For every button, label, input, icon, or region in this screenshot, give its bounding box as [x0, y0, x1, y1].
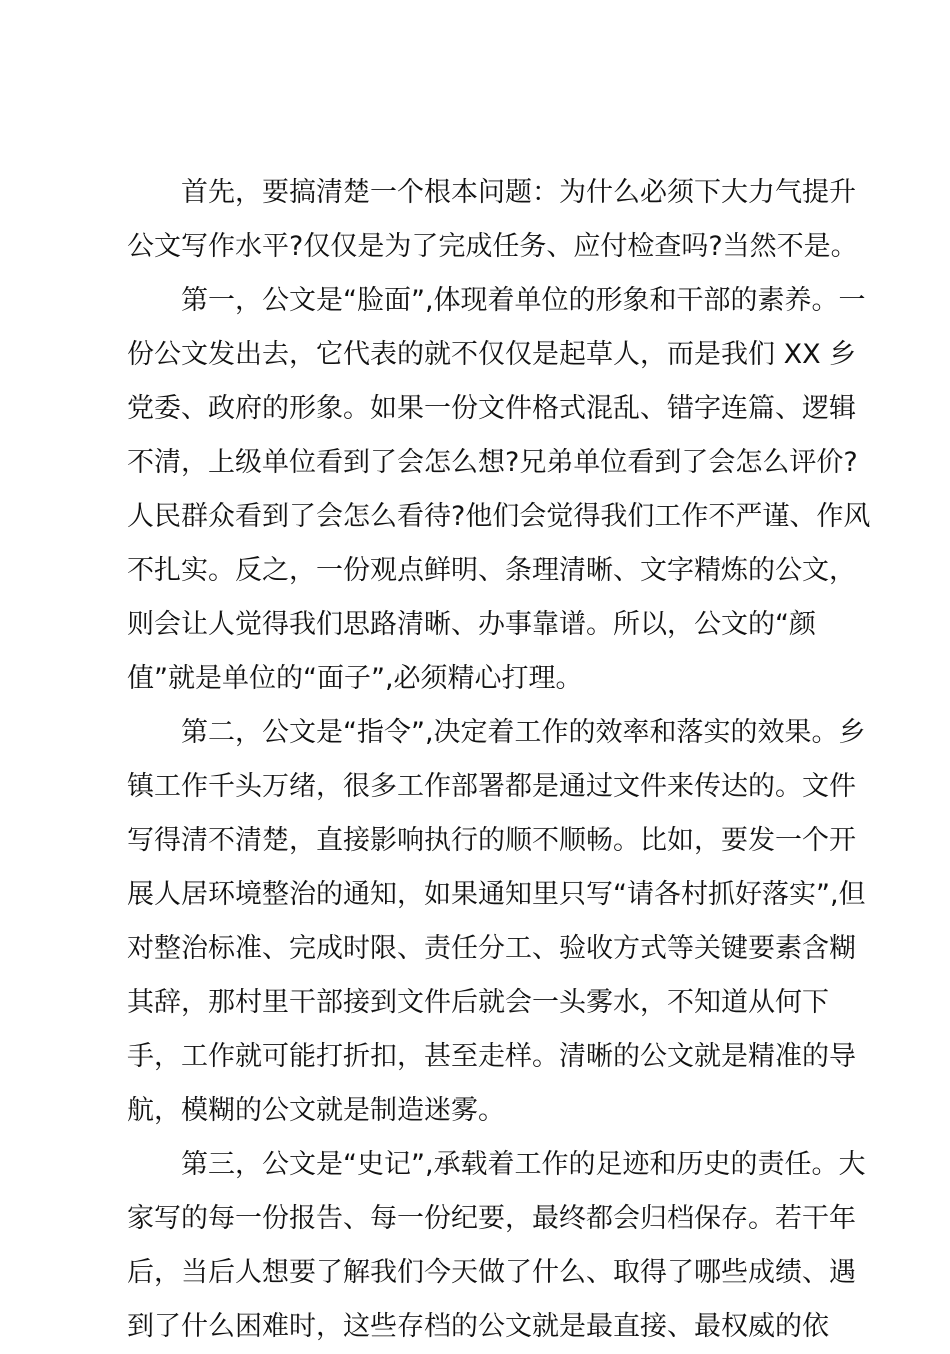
document-body	[127, 166, 871, 1354]
paragraph-line: 手，工作就可能打折扣，甚至走样。清晰的公文就是精准的导	[127, 1041, 856, 1072]
paragraph-line: 写得清不清楚，直接影响执行的顺不顺畅。比如，要发一个开	[127, 825, 856, 856]
paragraph-line: 值”就是单位的“面子”,必须精心打理。	[127, 663, 583, 694]
paragraph-line: 党委、政府的形象。如果一份文件格式混乱、错字连篇、逻辑	[127, 393, 856, 424]
paragraph-line: 镇工作千头万绪，很多工作部署都是通过文件来传达的。文件	[127, 771, 856, 802]
paragraph-line: 第三，公文是“史记”,承载着工作的足迹和历史的责任。大	[181, 1149, 866, 1180]
paragraph-line: 则会让人觉得我们思路清晰、办事靠谱。所以，公文的“颜	[127, 609, 816, 640]
paragraph-line: 不扎实。反之，一份观点鲜明、条理清晰、文字精炼的公文，	[127, 555, 856, 586]
paragraph-line: 首先，要搞清楚一个根本问题：为什么必须下大力气提升	[181, 177, 856, 208]
paragraph-line: 家写的每一份报告、每一份纪要，最终都会归档保存。若干年	[127, 1203, 856, 1234]
paragraph-line: 公文写作水平?仅仅是为了完成任务、应付检查吗?当然不是。	[127, 231, 858, 262]
paragraph-line: 到了什么困难时，这些存档的公文就是最直接、最权威的依	[127, 1311, 829, 1342]
paragraph-line: 份公文发出去，它代表的就不仅仅是起草人，而是我们 XX 乡	[127, 339, 857, 370]
paragraph-line: 航，模糊的公文就是制造迷雾。	[127, 1095, 505, 1126]
paragraph-line: 展人居环境整治的通知，如果通知里只写“请各村抓好落实”,但	[127, 879, 866, 910]
paragraph-line: 对整治标准、完成时限、责任分工、验收方式等关键要素含糊	[127, 933, 856, 964]
paragraph-line: 第二，公文是“指令”,决定着工作的效率和落实的效果。乡	[181, 717, 866, 748]
paragraph-line: 其辞，那村里干部接到文件后就会一头雾水，不知道从何下	[127, 987, 829, 1018]
paragraph-line: 不清，上级单位看到了会怎么想?兄弟单位看到了会怎么评价?	[127, 447, 858, 478]
paragraph-line: 第一，公文是“脸面”,体现着单位的形象和干部的素养。一	[181, 285, 866, 316]
paragraph-line: 人民群众看到了会怎么看待?他们会觉得我们工作不严谨、作风	[127, 501, 871, 532]
paragraph-line: 后，当后人想要了解我们今天做了什么、取得了哪些成绩、遇	[127, 1257, 856, 1288]
